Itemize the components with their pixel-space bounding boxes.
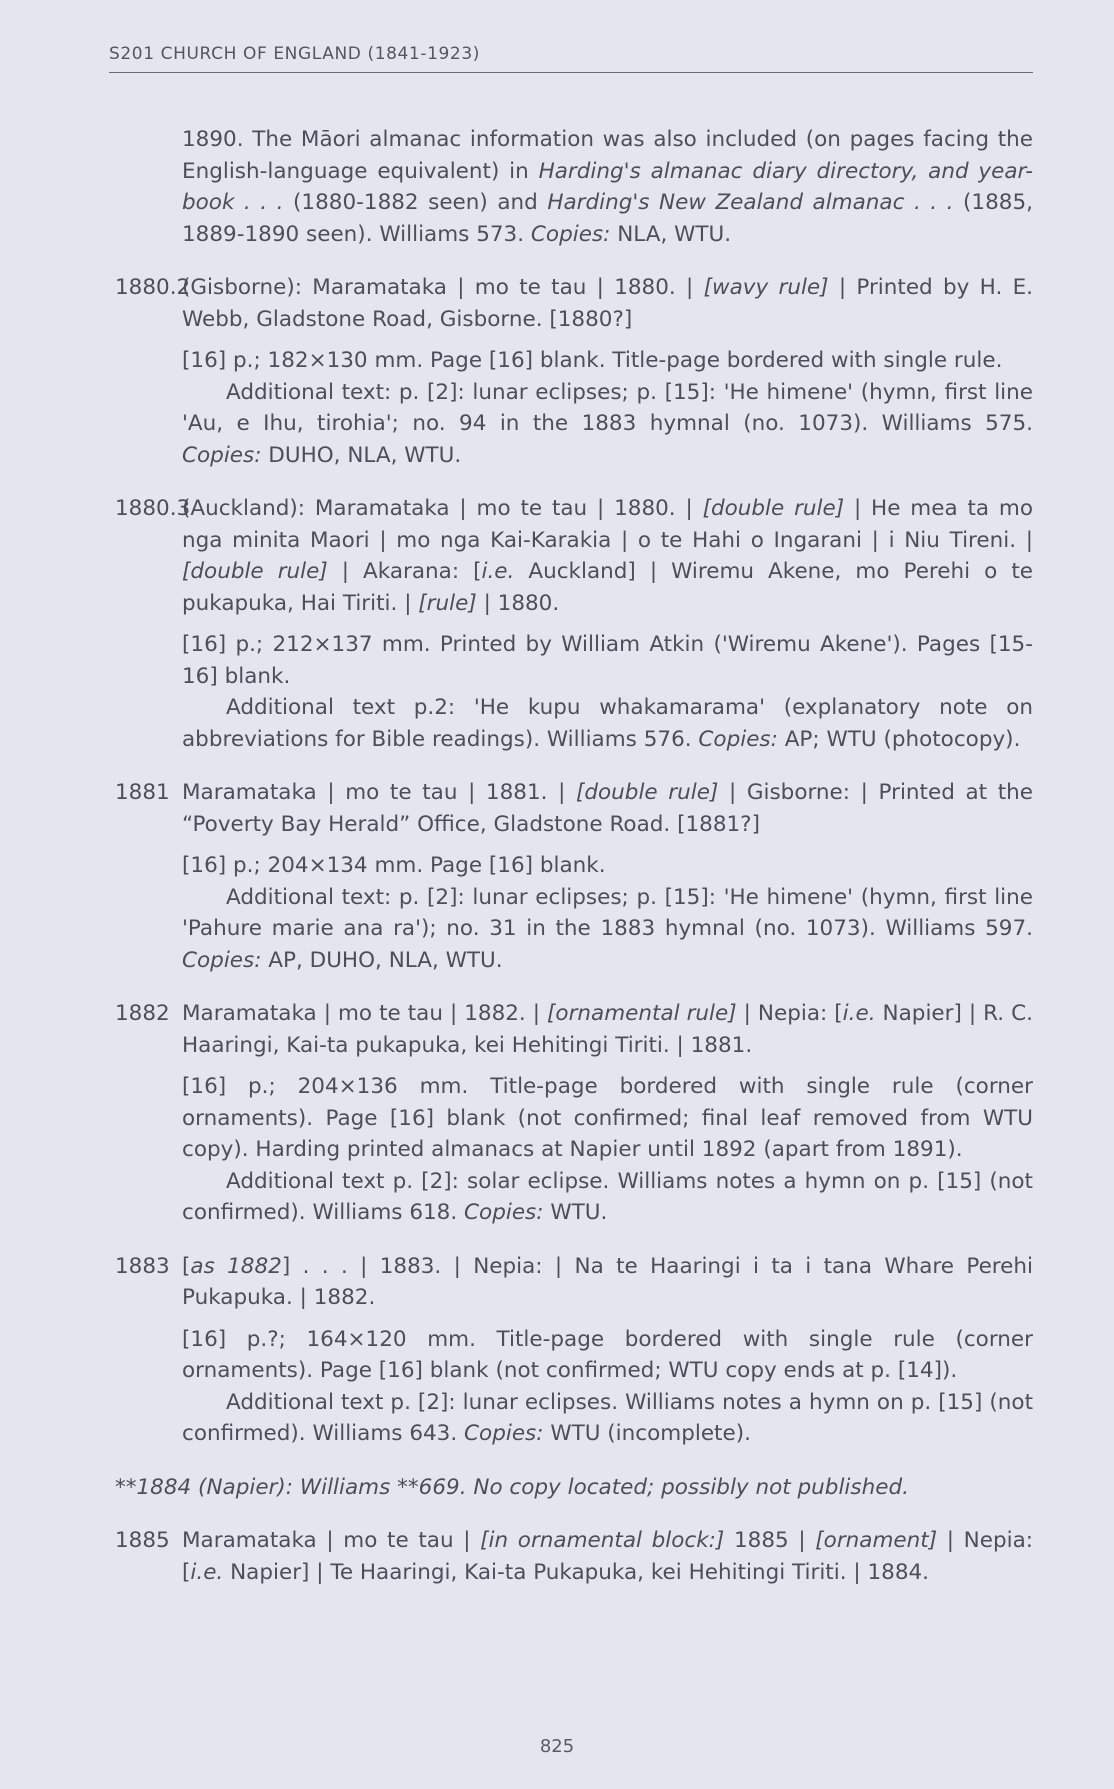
entry-1885 (115, 1525, 1033, 1588)
entry-description: [16] p.; 212×137 mm. Printed by William Atkin ('Wiremu Akene'). Pages [15-16] blank. (182, 632, 1033, 689)
entry-1883 (115, 1251, 1033, 1450)
entry-1882 (115, 998, 1033, 1229)
entry-number: 1881 (115, 780, 170, 805)
entry-1881 (115, 777, 1033, 976)
running-head: S201 CHURCH OF ENGLAND (1841-1923) (109, 44, 1033, 73)
entry-description: [16] p.; 204×136 mm. Title-page bordered with single rule (corner ornaments). Page [16] blank (not confirmed; final leaf removed from WTU copy). Harding printed almanacs at Napier until 1892 (apart from 1891). (182, 1074, 1033, 1162)
continued-entry-text: 1890. The Māori almanac information was also included (on pages facing the English-language equivalent) in Harding's almanac diary directory, and year-book . . . (1880-1882 seen) and Harding's New Zealand almanac . . . (1885, 1889-1890 seen). Williams 573. Copies: NLA, WTU. (182, 127, 1033, 247)
entry-title: Maramataka | mo te tau | 1882. | [ornamental rule] | Nepia: [i.e. Napier] | R. C. Haaringi, Kai-ta pukapuka, kei Hehitingi Tiriti. | 1881. (182, 1001, 1033, 1058)
entry-note-1884: **1884 (Napier): Williams **669. No copy located; possibly not published. (115, 1474, 909, 1500)
entry-description: [16] p.; 204×134 mm. Page [16] blank. (182, 853, 606, 878)
entry-description: [16] p.; 182×130 mm. Page [16] blank. Title-page bordered with single rule. (182, 348, 1003, 373)
entry-1880-3 (115, 493, 1033, 755)
entry-number: 1880.2 (115, 275, 191, 300)
entry-additional-text: Additional text: p. [2]: lunar eclipses; p. [15]: 'He himene' (hymn, first line 'Au, e Ihu, tirohia'; no. 94 in the 1883 hymnal (no. 1073). Williams 575. Copies: DUHO, NLA, WTU. (182, 379, 1033, 468)
entry-additional-text: Additional text p. [2]: lunar eclipses. Williams notes a hymn on p. [15] (not confirmed). Williams 643. Copies: WTU (incomplete). (182, 1389, 1033, 1446)
entry-title: (Gisborne): Maramataka | mo te tau | 1880. | [wavy rule] | Printed by H. E. Webb, Gladstone Road, Gisborne. [1880?] (182, 275, 1033, 332)
entry-title: (Auckland): Maramataka | mo te tau | 1880. | [double rule] | He mea ta mo nga minita Maori | mo nga Kai-Karakia | o te Hahi o Ingarani | i Niu Tireni. | [double rule] | Akarana: [i.e. Auckland] | Wiremu Akene, mo Perehi o te pukapuka, Hai Tiriti. | [rule] | 1880. (182, 496, 1033, 616)
entry-title: Maramataka | mo te tau | [in ornamental block:] 1885 | [ornament] | Nepia: [i.e. Napier] | Te Haaringi, Kai-ta Pukapuka, kei Hehitingi Tiriti. | 1884. (182, 1528, 1034, 1585)
entry-1880-2 (115, 272, 1033, 471)
entry-number: 1885 (115, 1528, 170, 1553)
entry-additional-text: Additional text p. [2]: solar eclipse. Williams notes a hymn on p. [15] (not confirmed). Williams 618. Copies: WTU. (182, 1168, 1033, 1225)
entry-number: 1882 (115, 1001, 170, 1026)
entry-title: Maramataka | mo te tau | 1881. | [double rule] | Gisborne: | Printed at the “Poverty Bay Herald” Office, Gladstone Road. [1881?] (182, 780, 1033, 837)
entry-number: 1883 (115, 1253, 170, 1279)
entry-additional-text: Additional text p.2: 'He kupu whakamarama' (explanatory note on abbreviations for Bible readings). Williams 576. Copies: AP; WTU (photocopy). (182, 695, 1033, 752)
entry-number: 1880.3 (115, 496, 191, 521)
page-content (115, 124, 1033, 1610)
entry-title: [as 1882] . . . | 1883. | Nepia: | Na te Haaringi i ta i tana Whare Perehi Pukapuka. | 1882. (182, 1253, 1033, 1310)
entry-description: [16] p.?; 164×120 mm. Title-page bordered with single rule (corner ornaments). Page [16] blank (not confirmed; WTU copy ends at p. [14]). (182, 1326, 1033, 1383)
page-number: 825 (539, 1736, 575, 1757)
entry-additional-text: Additional text: p. [2]: lunar eclipses; p. [15]: 'He himene' (hymn, first line 'Pahure marie ana ra'); no. 31 in the 1883 hymnal (no. 1073). Williams 597. Copies: AP, DUHO, NLA, WTU. (182, 884, 1033, 973)
